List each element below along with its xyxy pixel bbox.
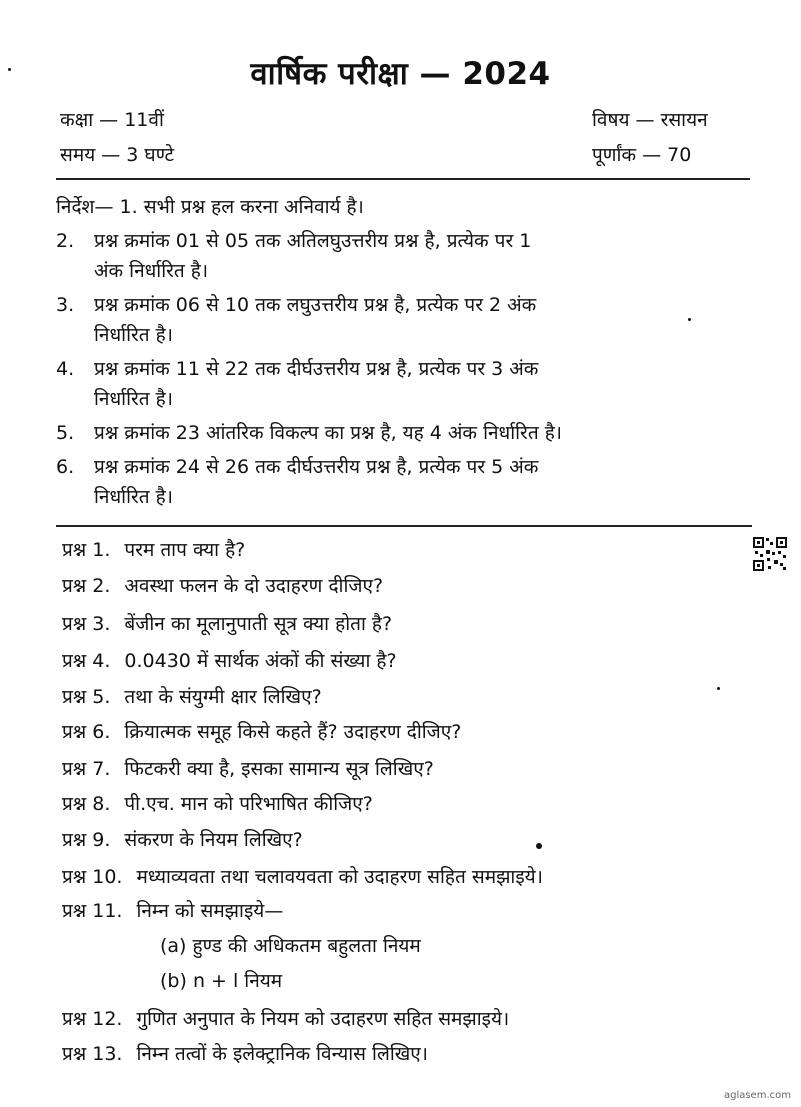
instruction-text: सभी प्रश्न हल करना अनिवार्य है। — [143, 196, 364, 218]
instruction-continuation: निर्धारित है। — [94, 486, 173, 508]
question-text: संकरण के नियम लिखिए? — [124, 829, 303, 851]
question-label: प्रश्न — [62, 793, 87, 815]
instruction-text: प्रश्न क्रमांक 11 से 22 तक दीर्घउत्तरीय प्रश्न है, प्रत्येक पर 3 अंक — [94, 358, 539, 380]
question-number: 5. — [92, 686, 111, 708]
question-number: 6. — [92, 721, 111, 743]
question-number: 12. — [92, 1008, 123, 1030]
scan-speck — [717, 687, 720, 690]
time-label: समय — 3 घण्टे — [60, 144, 175, 166]
question-text: परम ताप क्या है? — [124, 539, 246, 561]
question-label: प्रश्न — [62, 1008, 87, 1030]
question-item — [62, 755, 434, 781]
question-text: फिटकरी क्या है, इसका सामान्य सूत्र लिखिए? — [124, 758, 434, 780]
question-text: पी.एच. मान को परिभाषित कीजिए? — [124, 793, 373, 815]
instruction-item — [56, 192, 756, 222]
scan-speck — [688, 318, 691, 321]
instruction-continuation: अंक निर्धारित है। — [94, 260, 209, 282]
instructions-block — [56, 192, 756, 516]
question-text: बेंजीन का मूलानुपाती सूत्र क्या होता है? — [124, 613, 393, 635]
question-text: क्रियात्मक समूह किसे कहते हैं? उदाहरण दीजिए? — [124, 721, 462, 743]
footer-watermark: aglasem.com — [723, 1090, 791, 1101]
instruction-number: 4. — [56, 358, 75, 380]
instruction-text: प्रश्न क्रमांक 06 से 10 तक लघुउत्तरीय प्रश्न है, प्रत्येक पर 2 अंक — [94, 294, 537, 316]
scan-speck — [8, 68, 11, 71]
sub-item-label: (a) — [160, 935, 187, 957]
question-number: 1. — [92, 539, 111, 561]
question-item — [62, 826, 303, 852]
class-label: कक्षा — 11वीं — [60, 109, 164, 131]
instruction-continuation: निर्धारित है। — [94, 388, 173, 410]
question-item — [62, 572, 383, 598]
question-text: तथा के संयुग्मी क्षार लिखिए? — [124, 686, 322, 708]
question-item — [62, 1040, 428, 1066]
question-item — [62, 718, 461, 744]
instruction-number: निर्देश— 1. — [56, 196, 138, 218]
instruction-text: प्रश्न क्रमांक 24 से 26 तक दीर्घउत्तरीय प्रश्न है, प्रत्येक पर 5 अंक — [94, 456, 539, 478]
question-item — [62, 897, 283, 923]
sub-item-label: (b) — [160, 970, 187, 992]
question-item — [62, 790, 373, 816]
sub-item — [160, 967, 282, 993]
question-text: निम्न तत्वों के इलेक्ट्रानिक विन्यास लिखिए। — [136, 1043, 428, 1065]
instruction-number: 5. — [56, 422, 75, 444]
question-item — [62, 1005, 509, 1031]
question-number: 7. — [92, 758, 111, 780]
instruction-item — [56, 354, 756, 414]
subject-label: विषय — रसायन — [592, 109, 708, 131]
question-item — [62, 610, 392, 636]
question-label: प्रश्न — [62, 613, 87, 635]
instruction-item — [56, 290, 756, 350]
question-label: प्रश्न — [62, 539, 87, 561]
question-text: 0.0430 में सार्थक अंकों की संख्या है? — [124, 650, 397, 672]
page-title: वार्षिक परीक्षा — 2024 — [250, 56, 551, 92]
marks-label: पूर्णांक — 70 — [592, 144, 692, 166]
question-item — [62, 647, 397, 673]
instruction-text: प्रश्न क्रमांक 01 से 05 तक अतिलघुउत्तरीय प्रश्न है, प्रत्येक पर 1 — [94, 230, 532, 252]
question-item — [62, 683, 322, 709]
question-text: निम्न को समझाइये— — [136, 900, 284, 922]
question-text: गुणित अनुपात के नियम को उदाहरण सहित समझाइये। — [136, 1008, 510, 1030]
scan-speck — [536, 843, 542, 849]
instruction-item — [56, 452, 756, 512]
question-label: प्रश्न — [62, 758, 87, 780]
question-number: 10. — [92, 866, 123, 888]
question-label: प्रश्न — [62, 650, 87, 672]
instruction-item — [56, 418, 756, 448]
question-number: 4. — [92, 650, 111, 672]
question-number: 3. — [92, 613, 111, 635]
qr-code-icon — [752, 536, 788, 572]
sub-item-text: हुण्ड की अधिकतम बहुलता नियम — [192, 935, 421, 957]
question-number: 11. — [92, 900, 123, 922]
question-label: प्रश्न — [62, 900, 87, 922]
question-label: प्रश्न — [62, 866, 87, 888]
question-label: प्रश्न — [62, 686, 87, 708]
instruction-number: 3. — [56, 294, 75, 316]
instruction-number: 2. — [56, 230, 75, 252]
question-item — [62, 863, 543, 889]
instructions-divider — [56, 525, 752, 527]
header-divider — [56, 178, 750, 180]
question-label: प्रश्न — [62, 1043, 87, 1065]
question-label: प्रश्न — [62, 721, 87, 743]
question-label: प्रश्न — [62, 575, 87, 597]
question-text: मध्याव्यवता तथा चलावयवता को उदाहरण सहित समझाइये। — [136, 866, 543, 888]
question-text: अवस्था फलन के दो उदाहरण दीजिए? — [124, 575, 384, 597]
instruction-item — [56, 226, 756, 286]
instruction-continuation: निर्धारित है। — [94, 324, 173, 346]
question-item — [62, 536, 245, 562]
question-number: 2. — [92, 575, 111, 597]
sub-item — [160, 932, 421, 958]
instruction-number: 6. — [56, 456, 75, 478]
question-number: 9. — [92, 829, 111, 851]
question-number: 13. — [92, 1043, 123, 1065]
question-label: प्रश्न — [62, 829, 87, 851]
question-number: 8. — [92, 793, 111, 815]
sub-item-text: n + l नियम — [192, 970, 283, 992]
instruction-text: प्रश्न क्रमांक 23 आंतरिक विकल्प का प्रश्न है, यह 4 अंक निर्धारित है। — [94, 422, 562, 444]
